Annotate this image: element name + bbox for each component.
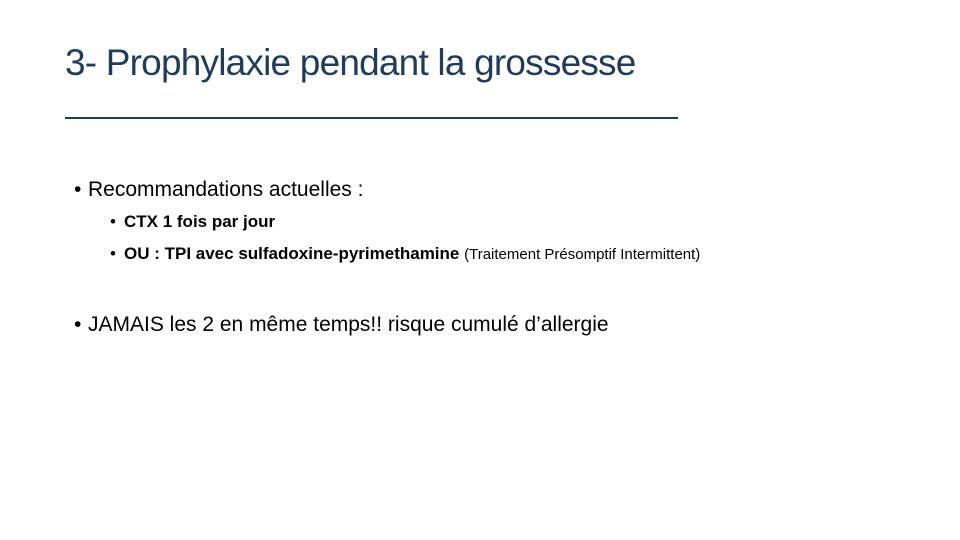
bullet-marker: • (110, 244, 116, 263)
bullet-recommandations (74, 178, 363, 202)
sub-bullet-text: CTX 1 fois par jour (124, 212, 276, 231)
bullet-jamais (74, 313, 609, 337)
title-underline (65, 117, 678, 119)
bullet-marker: • (74, 313, 82, 336)
sub-bullet-ctx (110, 212, 275, 232)
bullet-marker: • (74, 178, 82, 201)
sub-bullet-note: (Traitement Présomptif Intermittent) (464, 246, 701, 263)
slide-title: 3- Prophylaxie pendant la grossesse (65, 42, 636, 83)
sub-bullet-tpi (110, 244, 700, 264)
bullet-marker: • (110, 212, 116, 231)
bullet-text: JAMAIS les 2 en même temps!! risque cumulé d’allergie (88, 313, 609, 336)
bullet-text: Recommandations actuelles : (88, 178, 364, 201)
sub-bullet-text: OU : TPI avec sulfadoxine-pyrimethamine (124, 244, 460, 263)
